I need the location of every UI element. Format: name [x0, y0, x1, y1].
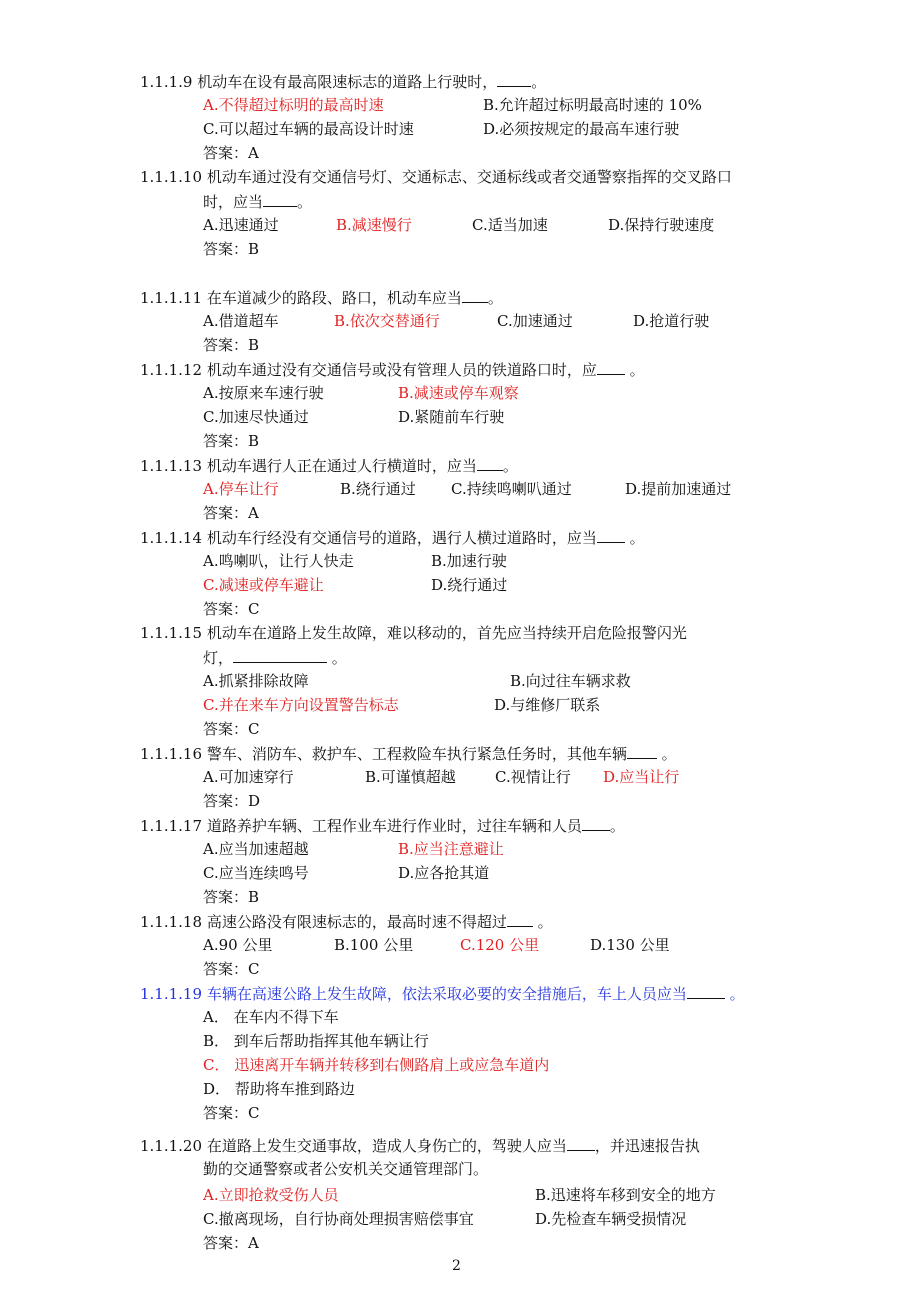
option-b: B.可谨慎超越	[365, 768, 456, 786]
question-stem: 1.1.1.15 机动车在道路上发生故障，难以移动的，首先应当持续开启危险报警闪光	[140, 624, 687, 642]
question-stem: 1.1.1.10 机动车通过没有交通信号灯、交通标志、交通标线或者交通警察指挥的交叉路口	[140, 168, 732, 186]
question-stem: 1.1.1.19 车辆在高速公路上发生故障，依法采取必要的安全措施后，车上人员应当 。	[140, 982, 745, 1004]
option-d: D.抢道行驶	[633, 312, 710, 330]
answer: 答案：C	[203, 600, 260, 618]
option-b: B.向过往车辆求救	[510, 672, 631, 690]
answer: 答案：A	[203, 1234, 259, 1252]
option-a: A． 在车内不得下车	[203, 1008, 339, 1026]
option-c: C.120 公里	[460, 936, 540, 954]
answer: 答案：A	[203, 504, 259, 522]
option-c: C.减速或停车避让	[203, 576, 324, 594]
question-stem: 1.1.1.18 高速公路没有限速标志的，最高时速不得超过 。	[140, 910, 553, 932]
option-a: A.停车让行	[203, 480, 279, 498]
option-a: A.立即抢救受伤人员	[203, 1186, 339, 1204]
answer: 答案：A	[203, 144, 259, 162]
option-d: D.应当让行	[603, 768, 680, 786]
question-stem: 1.1.1.13 机动车遇行人正在通过人行横道时，应当 。	[140, 454, 518, 476]
option-b: B.依次交替通行	[334, 312, 440, 330]
question-stem-continued: 灯， 。	[203, 646, 347, 668]
option-d: D.提前加速通过	[625, 480, 732, 498]
option-b: B.允许超过标明最高时速的 10%	[483, 96, 702, 114]
option-b: B.应当注意避让	[398, 840, 504, 858]
answer: 答案：C	[203, 720, 260, 738]
option-a: A.不得超过标明的最高时速	[203, 96, 384, 114]
option-c: C.加速通过	[497, 312, 573, 330]
option-d: D.130 公里	[590, 936, 670, 954]
question-stem: 1.1.1.16 警车、消防车、救护车、工程救险车执行紧急任务时，其他车辆 。	[140, 742, 677, 764]
answer: 答案：B	[203, 336, 260, 354]
option-d: D． 帮助将车推到路边	[203, 1080, 355, 1098]
option-a: A.鸣喇叭，让行人快走	[203, 552, 354, 570]
question-stem-continued: 勤的交通警察或者公安机关交通管理部门。	[203, 1160, 489, 1178]
option-b: B.减速或停车观察	[398, 384, 519, 402]
question-stem: 1.1.1.11 在车道减少的路段、路口，机动车应当 。	[140, 286, 503, 308]
option-d: D.绕行通过	[431, 576, 508, 594]
question-stem: 1.1.1.9 机动车在设有最高限速标志的道路上行驶时， 。	[140, 70, 546, 92]
option-a: A.可加速穿行	[203, 768, 294, 786]
answer: 答案：D	[203, 792, 261, 810]
page-number: 2	[452, 1258, 461, 1274]
answer: 答案：B	[203, 888, 260, 906]
option-b: B． 到车后帮助指挥其他车辆让行	[203, 1032, 429, 1050]
option-d: D.保持行驶速度	[608, 216, 715, 234]
option-a: A.应当加速超越	[203, 840, 309, 858]
question-stem: 1.1.1.12 机动车通过没有交通信号或没有管理人员的铁道路口时，应 。	[140, 358, 645, 380]
option-c: C.加速尽快通过	[203, 408, 309, 426]
option-a: A.抓紧排除故障	[203, 672, 309, 690]
question-stem: 1.1.1.14 机动车行经没有交通信号的道路，遇行人横过道路时，应当 。	[140, 526, 645, 548]
option-a: A.借道超车	[203, 312, 279, 330]
answer: 答案：B	[203, 432, 260, 450]
answer: 答案：C	[203, 960, 260, 978]
option-b: B.迅速将车移到安全的地方	[535, 1186, 716, 1204]
option-c: C． 迅速离开车辆并转移到右侧路肩上或应急车道内	[203, 1056, 550, 1074]
option-c: C.应当连续鸣号	[203, 864, 309, 882]
option-b: B.减速慢行	[336, 216, 412, 234]
option-d: D.紧随前车行驶	[398, 408, 505, 426]
option-a: A.按原来车速行驶	[203, 384, 324, 402]
option-a: A.迅速通过	[203, 216, 279, 234]
option-c: C.可以超过车辆的最高设计时速	[203, 120, 414, 138]
option-b: B.加速行驶	[431, 552, 507, 570]
option-d: D.必须按规定的最高车速行驶	[483, 120, 680, 138]
question-stem: 1.1.1.20 在道路上发生交通事故，造成人身伤亡的，驾驶人应当 ，并迅速报告执	[140, 1134, 700, 1156]
option-c: C.撤离现场，自行协商处理损害赔偿事宜	[203, 1210, 474, 1228]
option-c: C.持续鸣喇叭通过	[451, 480, 572, 498]
option-d: D.先检查车辆受损情况	[535, 1210, 687, 1228]
option-b: B.绕行通过	[340, 480, 416, 498]
question-stem-continued: 时，应当 。	[203, 190, 312, 212]
option-c: C.适当加速	[472, 216, 548, 234]
answer: 答案：C	[203, 1104, 260, 1122]
option-b: B.100 公里	[334, 936, 414, 954]
option-c: C.视情让行	[495, 768, 571, 786]
option-c: C.并在来车方向设置警告标志	[203, 696, 399, 714]
answer: 答案：B	[203, 240, 260, 258]
question-stem: 1.1.1.17 道路养护车辆、工程作业车进行作业时，过往车辆和人员 。	[140, 814, 625, 836]
option-a: A.90 公里	[203, 936, 273, 954]
option-d: D.应各抢其道	[398, 864, 490, 882]
option-d: D.与维修厂联系	[494, 696, 601, 714]
